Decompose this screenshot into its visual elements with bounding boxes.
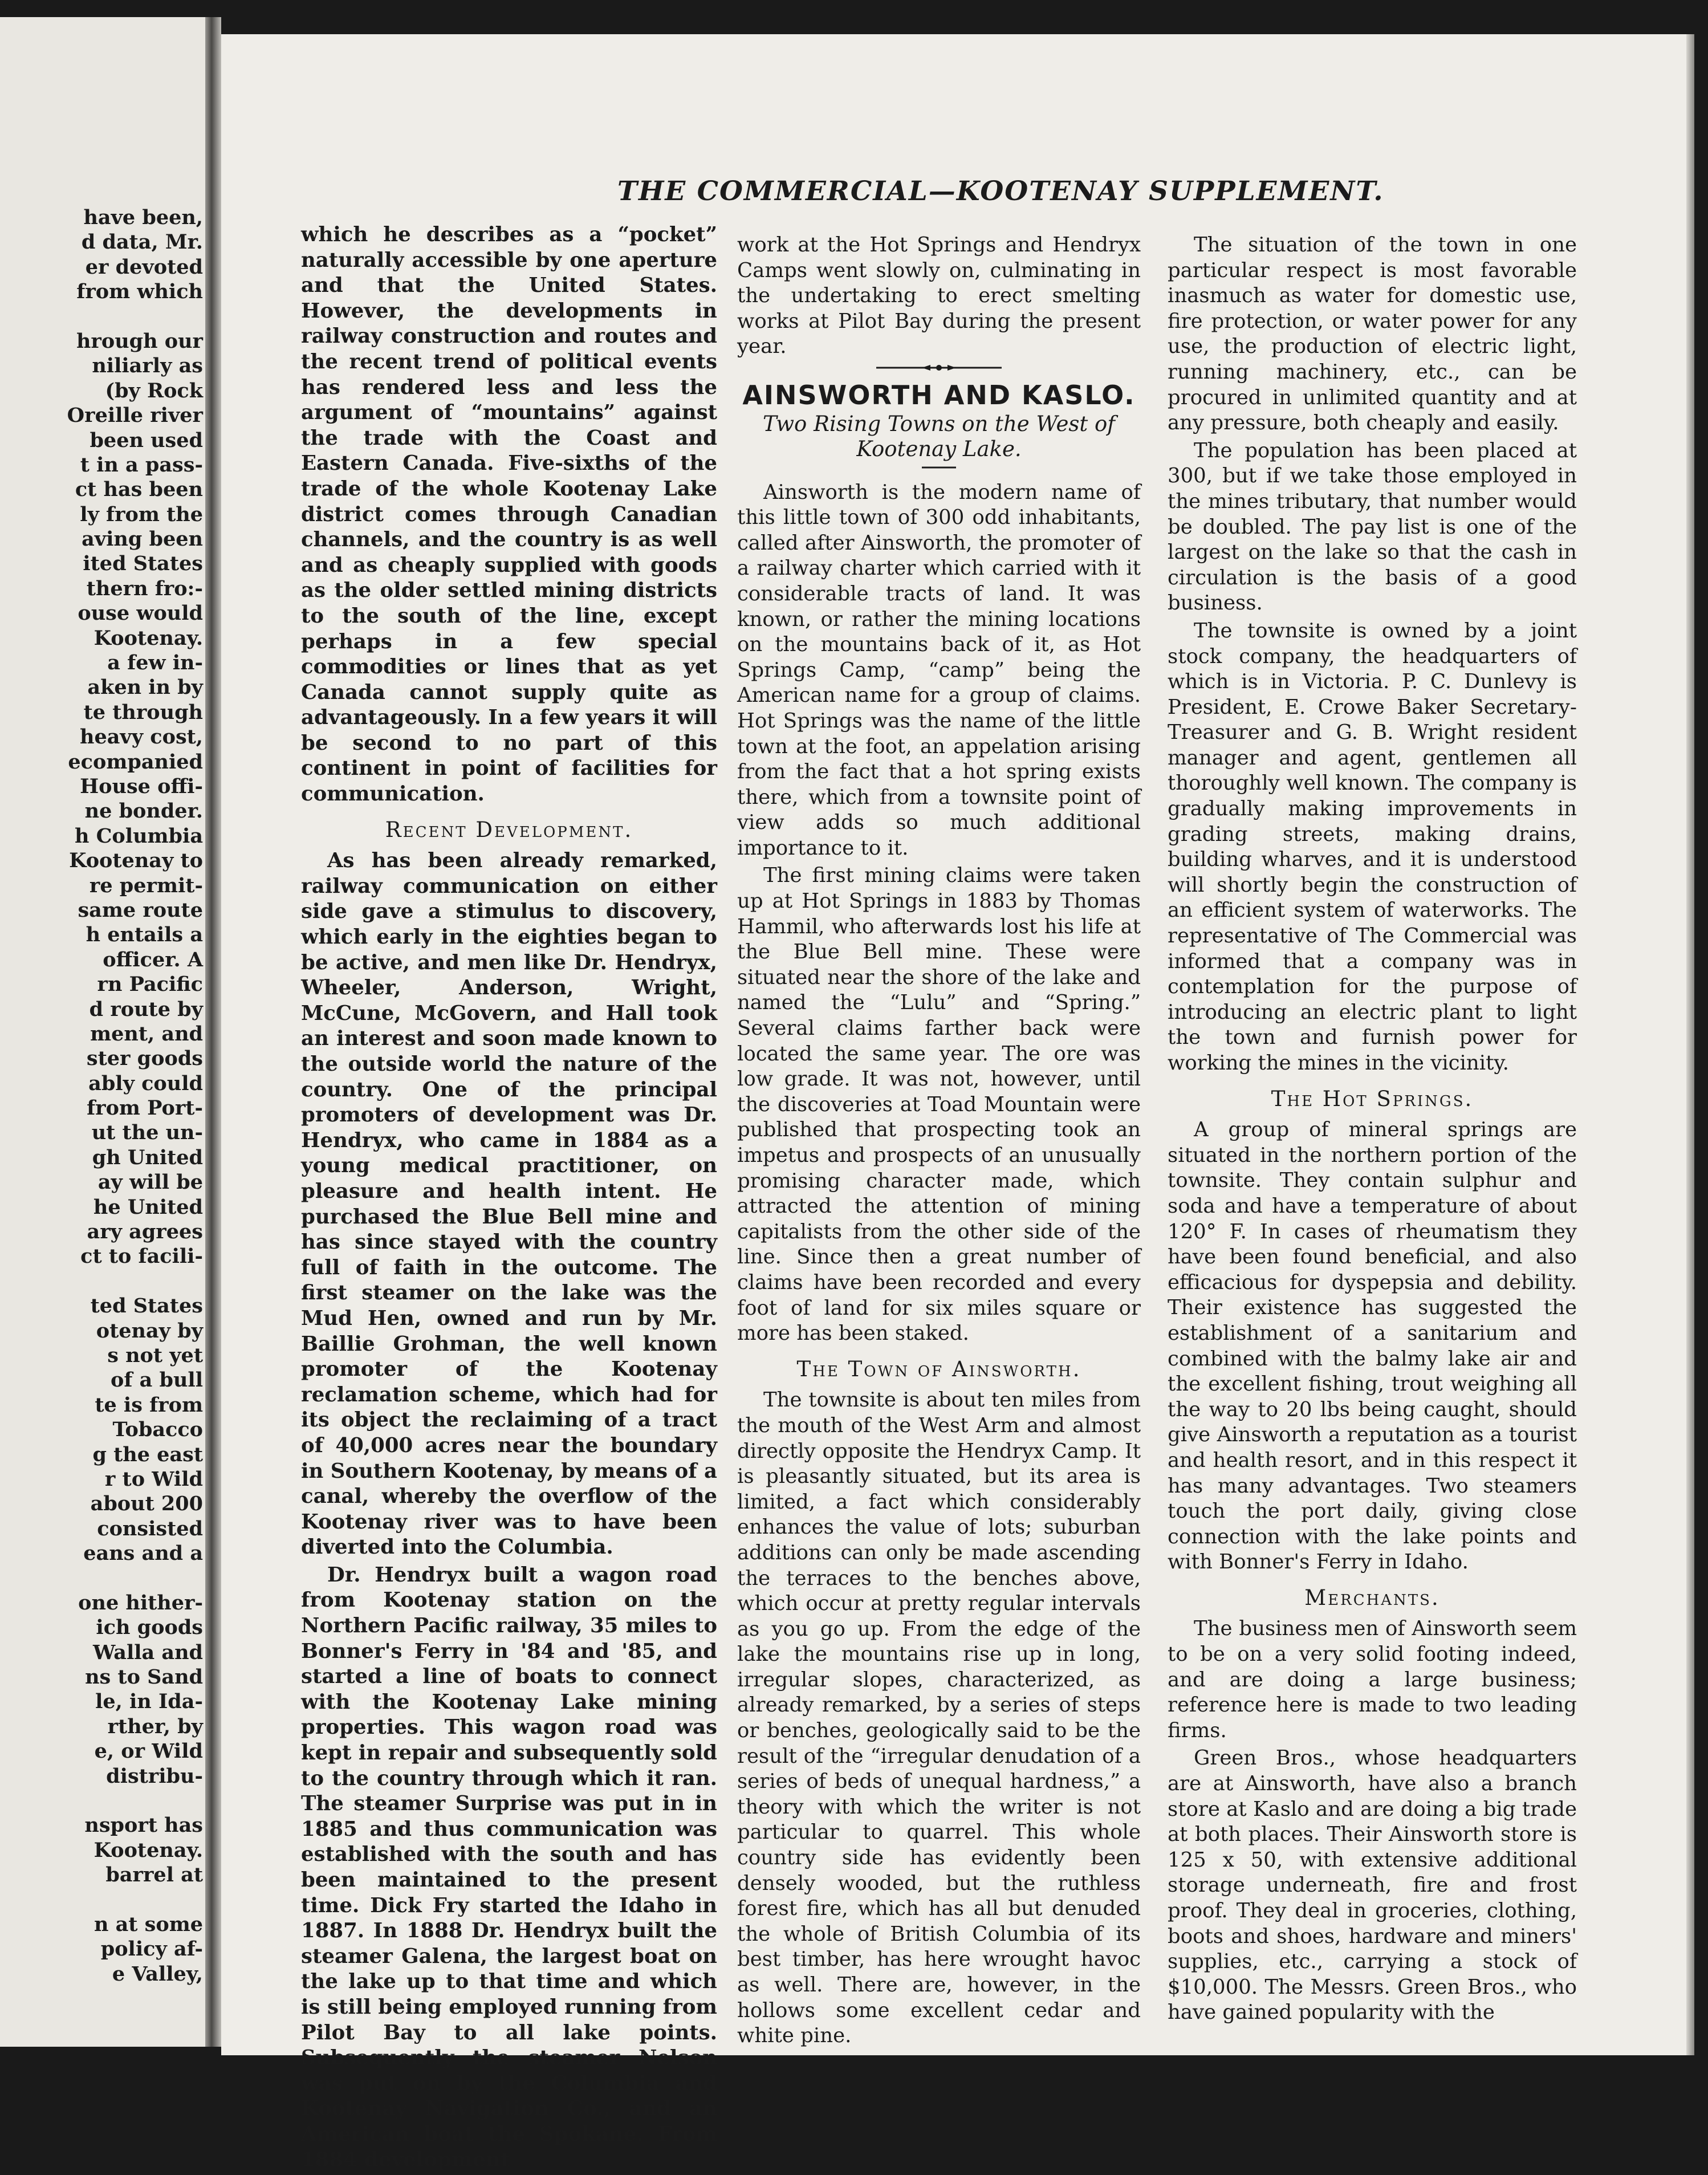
ornamental-rule bbox=[876, 363, 1002, 372]
text-line: rn Pacific bbox=[97, 973, 203, 997]
text-line: barrel at bbox=[105, 1863, 203, 1887]
text-line: ecompanied bbox=[68, 750, 203, 774]
text-line: aken in by bbox=[87, 676, 203, 700]
text-line: ster goods bbox=[86, 1047, 203, 1071]
text-line: (by Rock bbox=[105, 379, 203, 403]
text-line: ns to Sand bbox=[85, 1665, 203, 1689]
text-line: have been, bbox=[83, 206, 203, 229]
section-heading: Merchants. bbox=[1304, 1585, 1440, 1610]
text-line: Kootenay to bbox=[69, 849, 203, 873]
text-line: te through bbox=[83, 700, 203, 724]
column-2 bbox=[737, 233, 1141, 2051]
text-line: Kootenay. bbox=[93, 626, 203, 650]
text-line: re permit- bbox=[89, 873, 203, 897]
text-line: r to Wild bbox=[104, 1467, 203, 1491]
text-line: House offi- bbox=[80, 774, 203, 798]
text-line: ct has been bbox=[75, 478, 203, 502]
paragraph: Green Bros., whose headquarters are at Ainsworth, have also a branch store at Kaslo and are doing a big trade at both places. Their Ainsworth store is 125 x 50, with extensive additional storage underneath, fire and frost proof. They deal in groceries, clothing, boots and shoes, hardware and miners' supplies, etc., carrying a stock of $10,000. The Messrs. Green Bros., who have gained popularity with the bbox=[1168, 1746, 1577, 2024]
text-line: otenay by bbox=[96, 1319, 203, 1343]
text-line: one hither- bbox=[78, 1591, 203, 1615]
text-line: le, in Ida- bbox=[95, 1690, 203, 1714]
text-line: he United bbox=[93, 1195, 203, 1219]
text-line bbox=[9, 1888, 203, 1912]
text-line: te is from bbox=[95, 1393, 203, 1417]
text-line: from which bbox=[76, 280, 203, 304]
article-headline: AINSWORTH AND KASLO. bbox=[742, 379, 1136, 410]
text-line: a few in- bbox=[107, 651, 203, 675]
paragraph: The townsite is about ten miles from the mouth of the West Arm and almost directly opposite the Hendryx Camp. It is pleasantly situated, but its area is limited, a fact which considerably enhances the value of lots; suburban additions can only be made ascending the terraces to the benches above, which occur at pretty regular intervals as you go up. From the edge of the lake the mountains rise up in long, irregular slopes, characterized, as already remarked, by a series of steps or benches, geologically said to be the result of the “irregular denudation of a series of beds of unequal hardness,” a theory with which the writer is not particular to quarrel. This whole country side has evidently been densely wooded, but the ruthless forest fire, which has all but denuded the whole of British Columbia of its best timber, has here wrought havoc as well. There are, however, in the hollows some excellent cedar and white pine. bbox=[737, 1388, 1141, 2048]
text-line: ich goods bbox=[96, 1616, 203, 1640]
text-line: ment, and bbox=[90, 1022, 203, 1046]
text-line: Walla and bbox=[93, 1640, 203, 1664]
adjacent-page-text bbox=[9, 205, 203, 1986]
text-line: thern fro:- bbox=[86, 576, 203, 600]
text-line: g the east bbox=[92, 1442, 203, 1466]
section-heading: Recent Development. bbox=[385, 817, 633, 842]
text-line: distribu- bbox=[106, 1764, 203, 1788]
section-heading: The Hot Springs. bbox=[1271, 1086, 1474, 1111]
text-line: officer. A bbox=[103, 948, 203, 971]
text-line: t in a pass- bbox=[80, 453, 203, 477]
article-deck: Two Rising Towns on the West of Kootenay Lake. bbox=[763, 411, 1115, 461]
paragraph: which he describes as a “pocket” naturally accessible by one aperture and that the United States. However, the developments in railway construction and routes and the recent trend of political events has rendered less and less the argument of “mountains” against the trade with the Coast and Eastern Canada. Five-sixths of the trade of the whole Kootenay Lake district comes through Canadian channels, and the country is as well and as cheaply supplied with goods as the older settled mining districts to the south of the line, except perhaps in a few special commodities or lines that as yet Canada cannot supply quite as advantageously. In a few years it will be second to no part of this continent in point of facilities for communication. bbox=[301, 223, 717, 806]
newspaper-page bbox=[221, 34, 1686, 2172]
text-line: about 200 bbox=[90, 1492, 203, 1516]
adjacent-page bbox=[0, 17, 205, 2047]
text-line: er devoted bbox=[85, 255, 203, 279]
page-edge bbox=[1686, 34, 1694, 2055]
text-line: e Valley, bbox=[112, 1962, 203, 1986]
text-line: of a bull bbox=[111, 1368, 203, 1392]
text-line: e, or Wild bbox=[94, 1739, 203, 1763]
text-line: hrough our bbox=[76, 329, 203, 353]
text-line: ut the un- bbox=[91, 1121, 203, 1145]
text-line: ted States bbox=[90, 1294, 203, 1318]
paragraph: The first mining claims were taken up at Hot Springs in 1883 by Thomas Hammil, who afterwards lost his life at the Blue Bell mine. These were situated near the shore of the lake and named the “Lulu” and “Spring.” Several claims farther back were located the same year. The ore was low grade. It was not, however, until the discoveries at Toad Mountain were published that prospecting took an impetus and prospects of an unusually promising character made, which attracted the attention of mining capitalists from the other side of the line. Since then a great number of claims have been recorded and every foot of land for six miles square or more has been staked. bbox=[737, 864, 1141, 1345]
text-line: ouse would bbox=[78, 601, 203, 625]
paragraph: work at the Hot Springs and Hendryx Camps went slowly on, culminating in the undertaking to erect smelting works at Pilot Bay during the present year. bbox=[737, 233, 1141, 359]
column-1 bbox=[301, 222, 717, 2175]
text-line: Oreille river bbox=[67, 404, 203, 428]
text-line: ably could bbox=[88, 1071, 203, 1095]
paragraph: The townsite is owned by a joint stock company, the headquarters of which is in Victoria. P. C. Dunlevy is President, E. Crowe Baker Secretary-Treasurer and G. B. Wright resident manager and agent, gentlemen all thoroughly well known. The company is gradually making improvements in grading streets, making drains, building wharves, and it is understood will shortly begin the construction of an efficient system of waterworks. The representative of The Commercial was informed that a company was in contemplation for the purpose of introducing an electric plant to light the town and furnish power for working the mines in the vicinity. bbox=[1168, 619, 1577, 1075]
text-line: consisted bbox=[97, 1517, 203, 1540]
text-line: policy af- bbox=[100, 1937, 203, 1961]
text-line: been used bbox=[90, 428, 203, 452]
text-line: n at some bbox=[93, 1912, 203, 1936]
paragraph: The situation of the town in one particular respect is most favorable inasmuch as water for domestic use, fire protection, or water power for any use, the production of electric light, running machinery, etc., can be procured in unlimited quantity and at any pressure, both cheaply and easily. bbox=[1168, 233, 1577, 435]
text-line bbox=[9, 1788, 203, 1813]
text-line: rther, by bbox=[107, 1714, 203, 1738]
text-line: ly from the bbox=[80, 502, 203, 526]
text-line: Tobacco bbox=[112, 1418, 203, 1442]
text-line: heavy cost, bbox=[80, 725, 203, 749]
text-line: s not yet bbox=[107, 1343, 203, 1367]
text-line: d data, Mr. bbox=[81, 230, 203, 254]
paragraph: A group of mineral springs are situated in the northern portion of the townsite. They contain sulphur and soda and have a temperature of about 120° F. In cases of rheumatism they have been found beneficial, and also efficacious for dyspepsia and debility. Their existence has suggested the establishment of a sanitarium and combined with the balmy lake air and the excellent fishing, trout weighing all the way to 20 lbs being caught, should give Ainsworth a reputation as a tourist and health resort, and in this respect it has many advantages. Two steamers touch the port daily, giving close connection with the lake points and with Bonner's Ferry in Idaho. bbox=[1168, 1118, 1577, 1574]
text-line bbox=[9, 304, 203, 329]
text-line: eans and a bbox=[83, 1542, 203, 1566]
text-line bbox=[9, 1566, 203, 1590]
paragraph: The population has been placed at 300, but if we take those employed in the mines tributary, that number would be doubled. The pay list is one of the largest on the lake so that the cash in circulation is the basis of a good business. bbox=[1168, 438, 1577, 615]
paragraph: Dr. Hendryx built a wagon road from Kootenay station on the Northern Pacific railway, 35 miles to Bonner's Ferry in '84 and '85, and started a line of boats to connect with the Kootenay Lake mining properties. This wagon road was kept in repair and subsequently sold to the country through which it ran. The steamer Surprise was put in in 1885 and thus communication was established with the south and has been maintained to the present time. Dick Fry started the Idaho in 1887. In 1888 Dr. Hendryx built the steamer Galena, the largest boat on the lake up to that time and which is still being employed running from Pilot Bay to all lake points. Subsequently the steamer Nelson was put on by the Columbia and Kootenay Navigation Co., and an American boat the Spokane. From 1884 development bbox=[301, 1563, 717, 2172]
paragraph: Ainsworth is the modern name of this little town of 300 odd inhabitants, called after Ainsworth, the promoter of a railway charter which carried with it considerable tracts of land. It was known, or rather the mining locations on the mountains back of it, as Hot Springs Camp, “camp” being the American name for a group of claims. Hot Springs was the name of the little town at the foot, an appelation arising from the fact that a hot spring exists there, which from a townsite point of view adds so much additional importance to it. bbox=[737, 480, 1141, 860]
text-line: ary agrees bbox=[87, 1220, 203, 1244]
text-line: h Columbia bbox=[74, 824, 203, 848]
text-line: d route by bbox=[89, 997, 203, 1021]
text-line: ct to facili- bbox=[80, 1245, 203, 1269]
paragraph: As has been already remarked, railway communication on either side gave a stimulus to discovery, which early in the eighties began to be active, and men like Dr. Hendryx, Wheeler, Anderson, Wright, McCune, McGovern, and Hall took an interest and soon made known to the outside world the nature of the country. One of the principal promoters of development was Dr. Hendryx, who came in 1884 as a young medical practitioner, on pleasure and health intent. He purchased the Blue Bell mine and has since stayed with the country full of faith in the outcome. The first steamer on the lake was the Mud Hen, owned and run by Mr. Baillie Grohman, the well known promoter of the Kootenay reclamation scheme, which had for its object the reclaiming of a tract of 40,000 acres near the boundary in Southern Kootenay, by means of a canal, whereby the overflow of the Kootenay river was to have been diverted into the Columbia. bbox=[301, 849, 717, 1559]
text-line: niliarly as bbox=[92, 354, 203, 378]
book-gutter bbox=[205, 17, 221, 2047]
text-line: same route bbox=[78, 898, 203, 922]
text-line: nsport has bbox=[84, 1814, 203, 1837]
short-rule bbox=[922, 465, 956, 470]
section-heading: The Town of Ainsworth. bbox=[796, 1356, 1081, 1381]
text-line: ay will be bbox=[97, 1170, 203, 1194]
paragraph: The business men of Ainsworth seem to be on a very solid footing indeed, and are doing a large business; reference here is made to two leading firms. bbox=[1168, 1617, 1577, 1742]
text-line: h entails a bbox=[86, 923, 203, 947]
text-line: gh United bbox=[92, 1145, 203, 1169]
text-line: Kootenay. bbox=[93, 1838, 203, 1862]
text-line: ne bonder. bbox=[84, 799, 203, 823]
text-line: from Port- bbox=[87, 1096, 203, 1120]
text-line: aving been bbox=[82, 527, 203, 551]
text-line bbox=[9, 1269, 203, 1294]
text-line: ited States bbox=[83, 552, 203, 576]
column-3 bbox=[1168, 233, 1577, 2028]
page-header: THE COMMERCIAL—KOOTENAY SUPPLEMENT. bbox=[617, 176, 1384, 207]
